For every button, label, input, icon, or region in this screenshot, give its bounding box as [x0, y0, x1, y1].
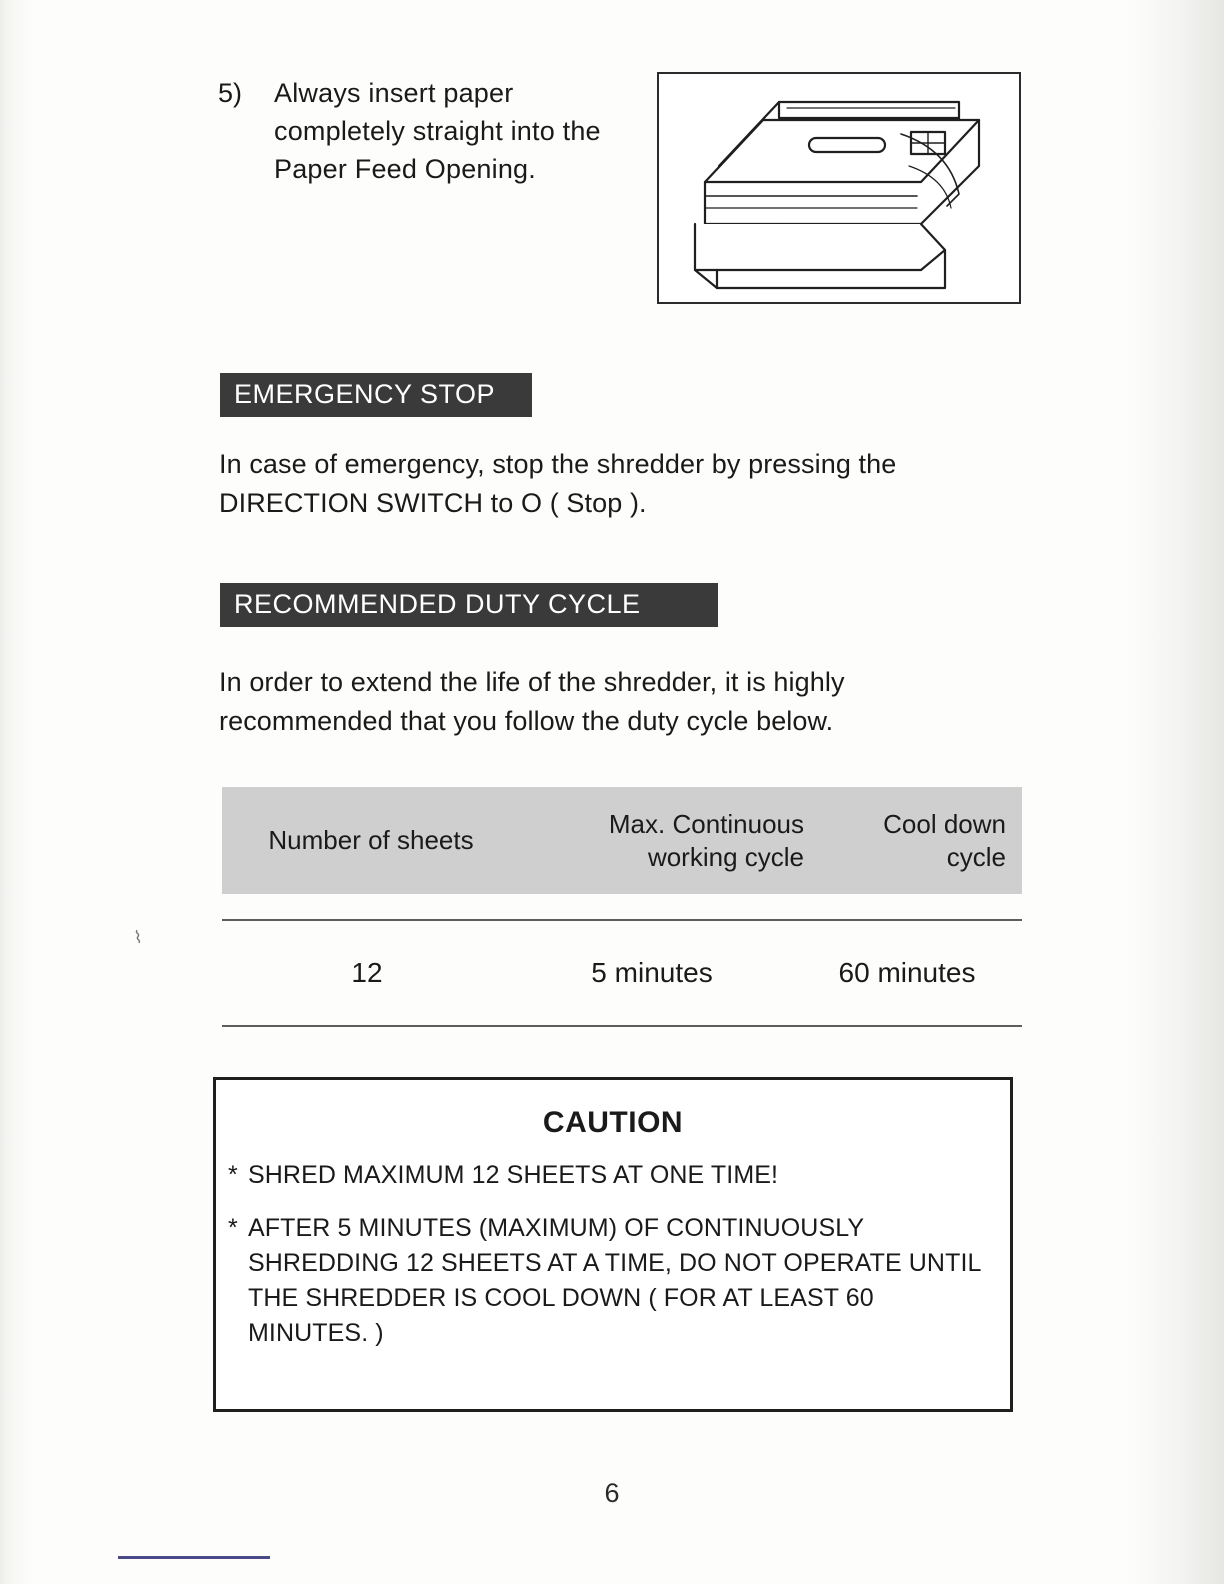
duty-cycle-table: [222, 787, 1022, 1027]
scan-artifact: ⌇: [132, 927, 144, 948]
caution-item-2: [228, 1211, 986, 1351]
column-header-max-continuous-working-cycle: [520, 808, 820, 874]
cell-cool-down: 60 minutes: [838, 957, 976, 988]
shredder-drawing-icon: [659, 74, 1015, 298]
column-header-line2: cycle: [946, 841, 1006, 872]
bullet-star-icon: *: [228, 1214, 238, 1242]
table-rule-bottom: [222, 1025, 1022, 1027]
instruction-step-5: [218, 74, 638, 188]
section-heading-recommended-duty-cycle: RECOMMENDED DUTY CYCLE: [220, 583, 718, 627]
column-header-line1: Max. Continuous: [608, 808, 804, 839]
caution-item-1-text: SHRED MAXIMUM 12 SHEETS AT ONE TIME!: [248, 1161, 779, 1189]
column-header-line1: Cool down: [883, 808, 1006, 839]
step-marker: 5): [218, 78, 243, 108]
table-row: [222, 921, 1022, 1025]
cell-working-cycle: 5 minutes: [591, 957, 713, 988]
section-body-emergency-stop: In case of emergency, stop the shredder by pressing the DIRECTION SWITCH to O ( Stop ).: [219, 449, 897, 518]
step-text: Always insert paper completely straight into the Paper Feed Opening.: [274, 78, 601, 184]
shredder-illustration: [657, 72, 1021, 304]
section-body-recommended-duty-cycle: In order to extend the life of the shredder, it is highly recommended that you follow the duty cycle below.: [219, 667, 845, 736]
bullet-star-icon: *: [228, 1161, 238, 1189]
section-heading-emergency-stop: EMERGENCY STOP: [220, 373, 532, 417]
page-number: 6: [604, 1478, 620, 1508]
cell-number-of-sheets: 12: [351, 957, 383, 988]
column-header-cool-down-cycle: [820, 808, 1022, 874]
column-header-number-of-sheets: Number of sheets: [268, 825, 474, 855]
caution-title: CAUTION: [542, 1106, 684, 1139]
caution-item-2-text: AFTER 5 MINUTES (MAXIMUM) OF CONTINUOUSLY SHREDDING 12 SHEETS AT A TIME, DO NOT OPERATE UNTIL THE SHREDDER IS COOL DOWN ( FOR AT LEAST 60 MINUTES. ): [248, 1214, 981, 1347]
column-header-line2: working cycle: [647, 841, 804, 872]
caution-box: [213, 1077, 1013, 1412]
table-header-row: [222, 787, 1022, 894]
caution-item-1: [228, 1158, 986, 1193]
